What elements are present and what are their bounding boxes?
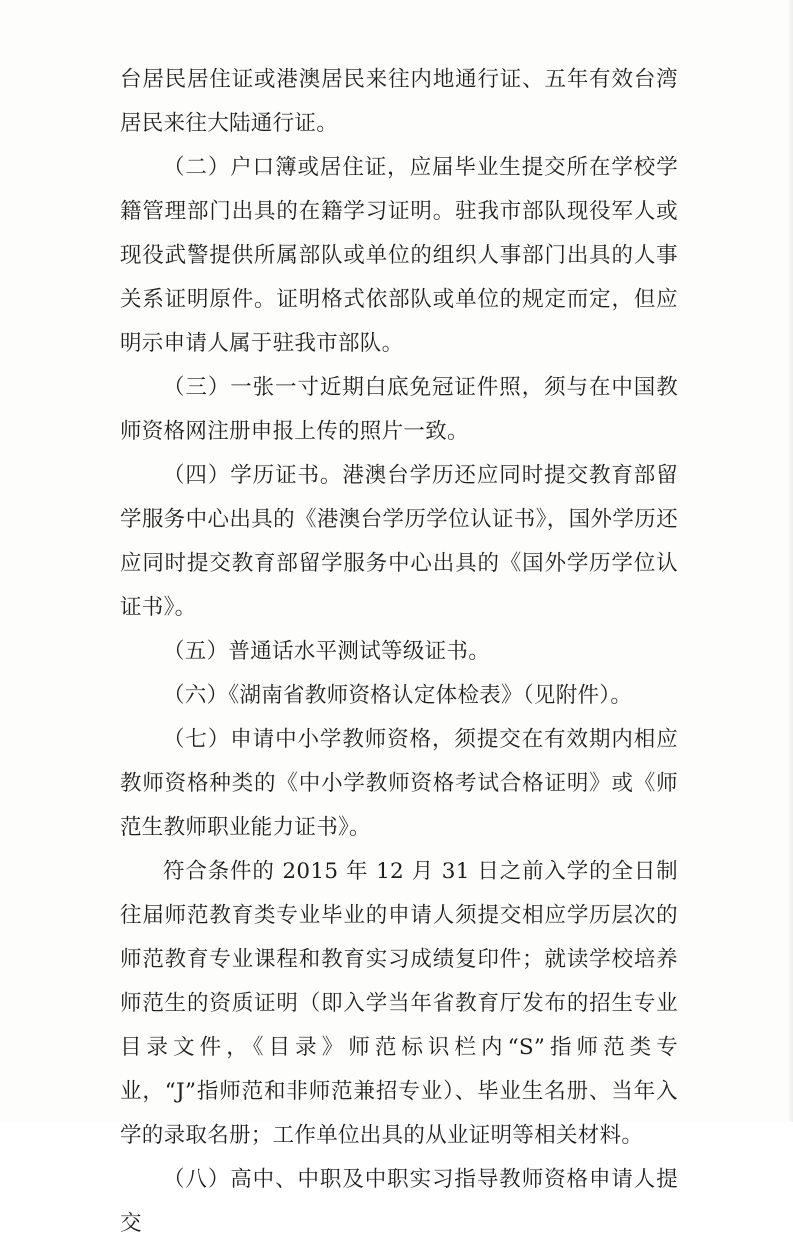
paragraph-note: 符合条件的 2015 年 12 月 31 日之前入学的全日制往届师范教育类专业毕业的申请人须提交相应学历层次的师范教育专业课程和教育实习成绩复印件；就读学校培养师范生的资质证明（即入学当年省教育厅发布的招生专业目录文件，《目录》师范标识栏内“S”指师范类专业，“J”指师范和非师范兼招专业）、毕业生名册、当年入学的录取名册；工作单位出具的从业证明等相关材料。	[120, 859, 678, 1148]
scan-edge-shade	[787, 0, 793, 1122]
paragraph-item-3: （三）一张一寸近期白底免冠证件照，须与在中国教师资格网注册申报上传的照片一致。	[120, 375, 678, 444]
paragraph-item-2: （二）户口簿或居住证，应届毕业生提交所在学校学籍管理部门出具的在籍学习证明。驻我市部队现役军人或现役武警提供所属部队或单位的组织人事部门出具的人事关系证明原件。证明格式依部队或单位的规定而定，但应明示申请人属于驻我市部队。	[120, 155, 678, 356]
paragraph-item-7: （七）申请中小学教师资格，须提交在有效期内相应教师资格种类的《中小学教师资格考试合格证明》或《师范生教师职业能力证书》。	[120, 727, 678, 840]
paragraph-item-5: （五）普通话水平测试等级证书。	[163, 639, 491, 664]
paragraph-item-8: （八）高中、中职及中职实习指导教师资格申请人提交	[120, 1167, 678, 1236]
paragraph-item-4: （四）学历证书。港澳台学历还应同时提交教育部留学服务中心出具的《港澳台学历学位认证书》，国外学历还应同时提交教育部留学服务中心出具的《国外学历学位认证书》。	[120, 463, 678, 620]
document-body	[120, 58, 678, 1246]
paragraph-item-6: （六）《湖南省教师资格认定体检表》（见附件）。	[163, 683, 633, 708]
paragraph-continuation: 台居民居住证或港澳居民来往内地通行证、五年有效台湾居民来往大陆通行证。	[120, 67, 678, 136]
